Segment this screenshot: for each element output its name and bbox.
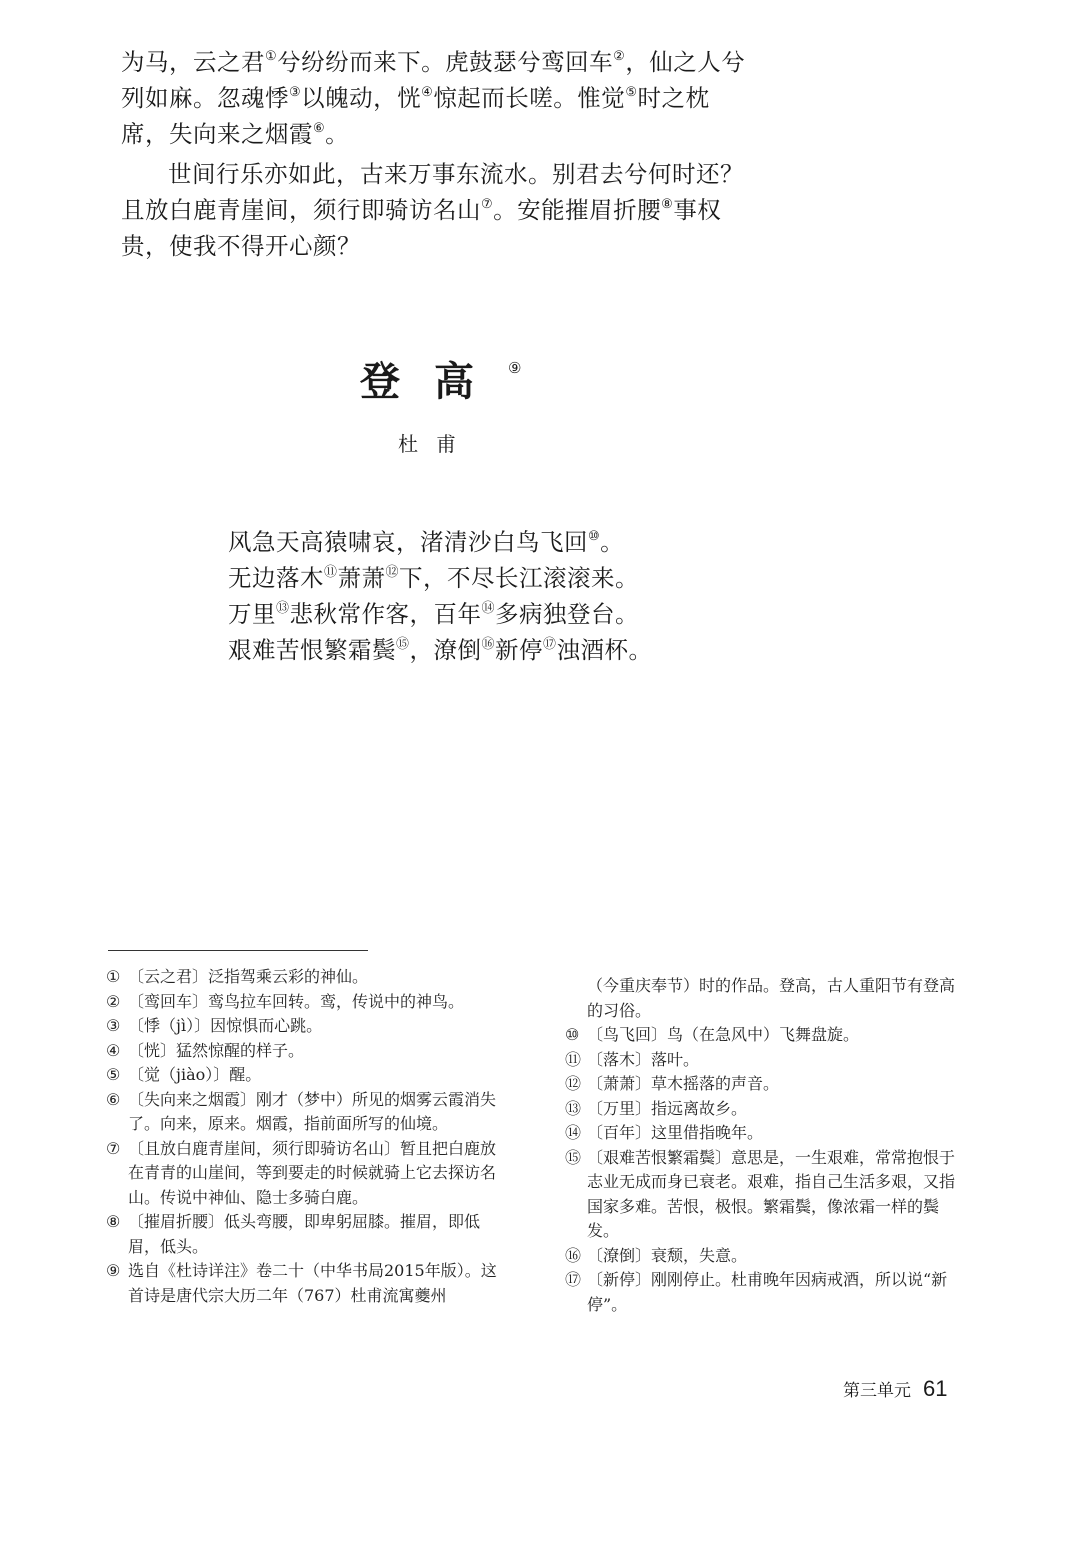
footnote-marker: ⑬	[276, 601, 290, 616]
footnote-text: 〔且放白鹿青崖间，须行即骑访名山〕暂且把白鹿放在青青的山崖间，等到要走的时候就骑上它去探访名山。传说中神仙、隐士多骑白鹿。	[128, 1138, 497, 1207]
footnote-text: 〔鸾回车〕鸾鸟拉车回转。鸾，传说中的神鸟。	[128, 991, 465, 1011]
footnote-item	[106, 1210, 500, 1259]
prose-paragraph: 世间行乐亦如此，古来万事东流水。别君去兮何时还？且放白鹿青崖间，须行即骑访名山⑦。安能摧眉折腰⑧事权贵，使我不得开心颜？	[121, 160, 744, 260]
footnote-item	[565, 1244, 955, 1269]
footnote-number: ⑫	[565, 1074, 582, 1093]
footnote-marker: ④	[421, 85, 434, 100]
footnote-number: ④	[106, 1040, 121, 1060]
footnotes-right-column	[565, 974, 955, 1317]
footnotes-left-column	[106, 965, 500, 1308]
footnote-item	[565, 1268, 955, 1317]
footnote-marker: ⑥	[313, 121, 326, 136]
poem-body	[228, 524, 653, 668]
footnote-number: ①	[106, 967, 121, 986]
footnote-number: ⑧	[106, 1212, 121, 1231]
footnote-text: 〔云之君〕泛指驾乘云彩的神仙。	[128, 967, 369, 986]
footnote-text: 〔觉（jiào）〕醒。	[128, 1065, 262, 1084]
poem-title: 登高⑨	[360, 358, 522, 405]
poem-line: 无边落木⑪萧萧⑫下，不尽长江滚滚来。	[228, 564, 640, 592]
footnote-item	[106, 990, 500, 1015]
footnote-item	[565, 1023, 955, 1048]
footnote-item	[106, 1259, 500, 1308]
footnote-text: 〔摧眉折腰〕低头弯腰，即卑躬屈膝。摧眉，即低眉，低头。	[128, 1212, 481, 1256]
footnote-marker: ⑮	[396, 637, 410, 652]
footnote-item	[106, 1137, 500, 1211]
footnote-text: 〔失向来之烟霞〕刚才（梦中）所见的烟雾云霞消失了。向来，原来。烟霞，指前面所写的仙境。	[128, 1089, 497, 1133]
prose-paragraph: 为马，云之君①兮纷纷而来下。虎鼓瑟兮鸾回车②，仙之人兮列如麻。忽魂悸③以魄动，恍④惊起而长嗟。惟觉⑤时之枕席，失向来之烟霞⑥。	[121, 48, 746, 148]
poem-line: 艰难苦恨繁霜鬓⑮，潦倒⑯新停⑰浊酒杯。	[228, 636, 653, 664]
footnote-text: 选自《杜诗详注》卷二十（中华书局2015年版）。这首诗是唐代宗大历二年（767）杜甫流寓夔州	[128, 1261, 497, 1305]
footnote-item	[565, 1146, 955, 1244]
footnote-number: ⑩	[565, 1025, 580, 1044]
footnote-item	[106, 1039, 500, 1064]
footnote-item	[106, 965, 500, 990]
footnote-divider	[108, 950, 368, 951]
footnote-item	[106, 1063, 500, 1088]
footnote-number: ③	[106, 1016, 121, 1035]
footnote-marker: ⑪	[324, 565, 338, 580]
footnote-marker: ⑤	[625, 85, 638, 100]
footnote-item	[565, 1048, 955, 1073]
footnote-number: ②	[106, 991, 121, 1011]
page-footer	[843, 1376, 947, 1402]
footnote-number: ⑥	[106, 1089, 121, 1109]
page-number: 61	[923, 1376, 948, 1401]
footnote-marker: ⑰	[543, 637, 557, 652]
footnote-marker: ⑦	[481, 197, 494, 212]
footnote-number: ⑮	[565, 1147, 582, 1167]
footnote-number: ⑯	[565, 1245, 582, 1265]
footnote-item	[565, 1121, 955, 1146]
footnote-marker: ③	[289, 85, 302, 100]
footnote-item	[565, 1097, 955, 1122]
footnote-number: ⑦	[106, 1138, 121, 1158]
footnote-number: ⑪	[565, 1049, 582, 1069]
footnote-text: 〔恍〕猛然惊醒的样子。	[128, 1040, 305, 1060]
footnote-text: 〔新停〕刚刚停止。杜甫晚年因病戒酒，所以说“新停”。	[587, 1270, 948, 1314]
footnote-number: ⑬	[565, 1098, 582, 1118]
footnote-marker: ⑧	[661, 197, 674, 212]
footnote-marker: ⑯	[481, 637, 496, 652]
footnote-text: 〔潦倒〕衰颓，失意。	[587, 1245, 748, 1265]
footnote-text: 〔鸟飞回〕鸟（在急风中）飞舞盘旋。	[587, 1025, 860, 1044]
title-footnote-marker: ⑨	[508, 359, 522, 377]
footnote-marker: ①	[265, 49, 278, 64]
footnote-item	[106, 1088, 500, 1137]
footnote-marker: ⑭	[481, 601, 496, 616]
footnote-text: 〔萧萧〕草木摇落的声音。	[587, 1074, 780, 1093]
footnote-number: ⑭	[565, 1123, 582, 1142]
unit-label: 第三单元	[843, 1381, 911, 1401]
footnote-marker: ⑫	[385, 565, 400, 580]
footnote-marker: ⑩	[588, 529, 601, 544]
footnote-list	[565, 1023, 955, 1317]
footnote-text: 〔落木〕落叶。	[587, 1049, 700, 1069]
footnote-continuation: （今重庆奉节）时的作品。登高，古人重阳节有登高的习俗。	[587, 976, 956, 1020]
footnote-item	[106, 1014, 500, 1039]
footnote-number: ⑤	[106, 1065, 121, 1084]
footnote-text: 〔艰难苦恨繁霜鬓〕意思是，一生艰难，常常抱恨于志业无成而身已衰老。艰难，指自己生活多艰，又指国家多难。苦恨，极恨。繁霜鬓，像浓霜一样的鬓发。	[587, 1147, 956, 1240]
footnote-text: 〔百年〕这里借指晚年。	[587, 1123, 764, 1142]
poem-author: 杜甫	[398, 432, 474, 456]
poem-line: 风急天高猿啸哀，渚清沙白鸟飞回⑩。	[228, 528, 625, 556]
footnote-text: 〔万里〕指远离故乡。	[587, 1098, 748, 1118]
footnote-text: 〔悸（jì）〕因惊惧而心跳。	[128, 1016, 323, 1035]
footnote-number: ⑰	[565, 1270, 582, 1289]
prose-passage	[121, 44, 751, 264]
footnote-number: ⑨	[106, 1261, 121, 1280]
footnote-item	[565, 1072, 955, 1097]
poem-line: 万里⑬悲秋常作客，百年⑭多病独登台。	[228, 600, 640, 628]
footnote-marker: ②	[613, 49, 626, 64]
